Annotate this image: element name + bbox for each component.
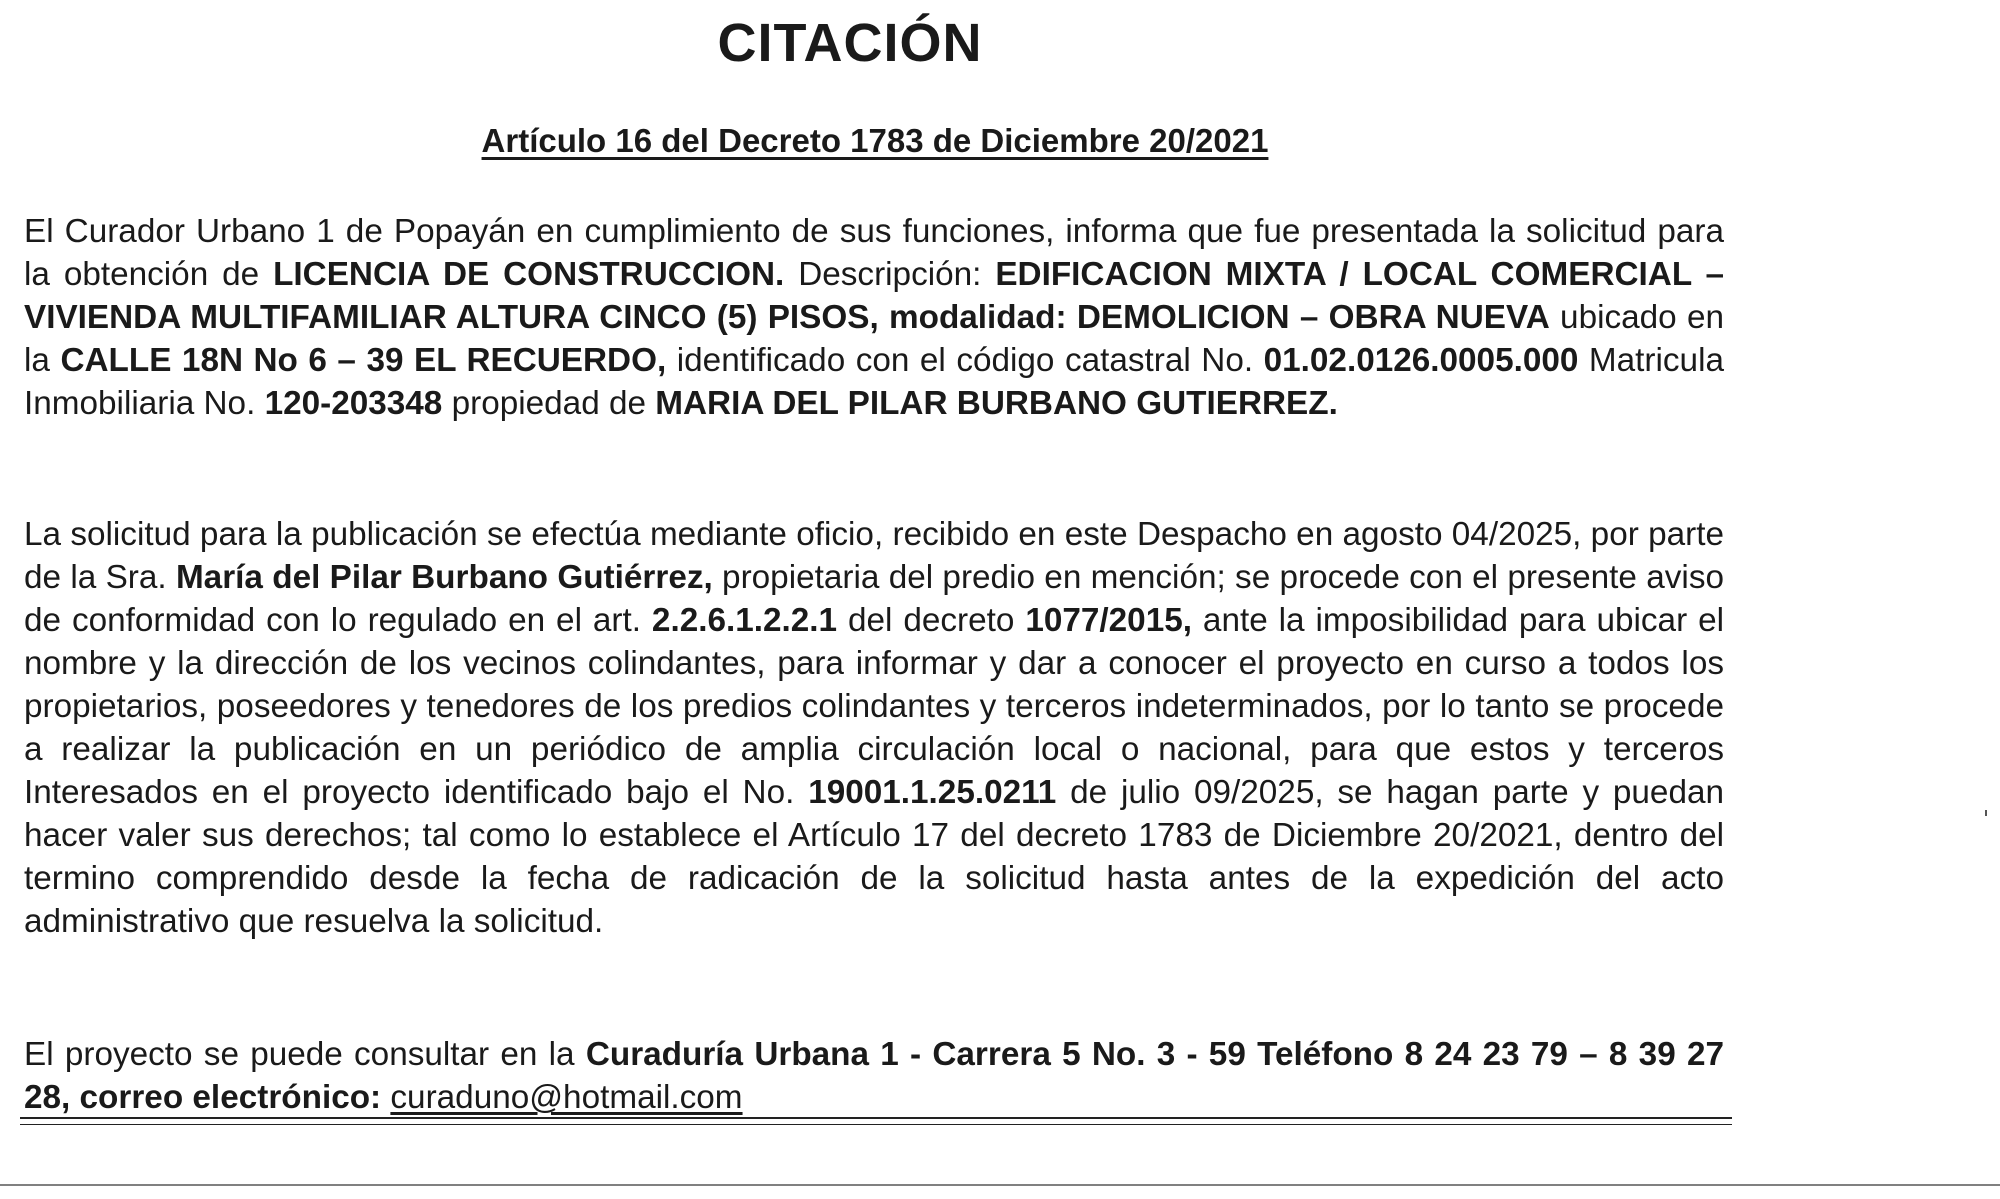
divider-line (20, 1117, 1732, 1119)
p1-text-2: Descripción: (784, 256, 996, 293)
p3-bold-contact: Curaduría Urbana 1 - Carrera 5 No. 3 - 59 Teléfono 8 24 23 79 – 8 39 27 28, correo electrónico: (24, 1036, 1724, 1116)
p1-bold-description: EDIFICACION MIXTA / LOCAL COMERCIAL – VIVIENDA MULTIFAMILIAR ALTURA CINCO (5) PISOS, modalidad: DEMOLICION – OBRA NUEVA (24, 256, 1724, 336)
p2-text-5: de julio 09/2025, se hagan parte y puedan hacer valer sus derechos; tal como lo establece el Artículo 17 del decreto 1783 de Diciembre 20/2021, dentro del termino comprendido desde la fecha de radicación de la solicitud hasta antes de la expedición del acto administrativo que resuelva la solicitud. (24, 774, 1724, 940)
document-subtitle: Artículo 16 del Decreto 1783 de Diciembre 20/2021 (481, 122, 1269, 159)
p1-bold-address: CALLE 18N No 6 – 39 EL RECUERDO, (60, 342, 667, 379)
p2-bold-decree: 1077/2015, (1025, 602, 1192, 639)
paragraph-application (24, 210, 1724, 425)
paragraph-publication (24, 513, 1724, 943)
p1-text-6: propiedad de (442, 385, 656, 422)
p2-bold-project-number: 19001.1.25.0211 (808, 774, 1057, 811)
divider-line-thin (20, 1124, 1732, 1125)
p1-text-4: identificado con el código catastral No. (666, 342, 1264, 379)
p1-text-1: El Curador Urbano 1 de Popayán en cumplimiento de sus funciones, informa que fue presentada la solicitud para la obtención de (24, 213, 1724, 293)
p1-text-3: ubicado en la (24, 299, 1724, 379)
p3-text-1: El proyecto se puede consultar en la (24, 1036, 586, 1073)
document-title: CITACIÓN (717, 13, 983, 73)
scan-speck (1985, 810, 1987, 816)
paragraph-contact (24, 1033, 1724, 1119)
scan-page-edge (0, 1184, 2000, 1186)
p1-bold-owner: MARIA DEL PILAR BURBANO GUTIERREZ. (655, 385, 1338, 422)
p2-text-1: La solicitud para la publicación se efectúa mediante oficio, recibido en este Despacho en agosto 04/2025, por parte de la Sra. (24, 516, 1724, 596)
p2-text-3: del decreto (837, 602, 1026, 639)
p1-bold-registration-number: 120-203348 (264, 385, 443, 422)
p1-text-5: Matricula Inmobiliaria No. (24, 342, 1724, 422)
p2-bold-article: 2.2.6.1.2.2.1 (651, 602, 838, 639)
p1-bold-cadastral-code: 01.02.0126.0005.000 (1263, 342, 1579, 379)
email-link[interactable]: curaduno@hotmail.com (390, 1079, 743, 1116)
p1-bold-license: LICENCIA DE CONSTRUCCION. (273, 256, 785, 293)
p2-text-2: propietaria del predio en mención; se procede con el presente aviso de conformidad con lo regulado en el art. (24, 559, 1724, 639)
p2-bold-owner: María del Pilar Burbano Gutiérrez, (175, 559, 713, 596)
p2-text-4: ante la imposibilidad para ubicar el nombre y la dirección de los vecinos colindantes, para informar y dar a conocer el proyecto en curso a todos los propietarios, poseedores y tenedores de los predios colindantes y terceros indeterminados, por lo tanto se procede a realizar la publicación en un periódico de amplia circulación local o nacional, para que estos y terceros Interesados en el proyecto identificado bajo el No. (24, 602, 1724, 811)
